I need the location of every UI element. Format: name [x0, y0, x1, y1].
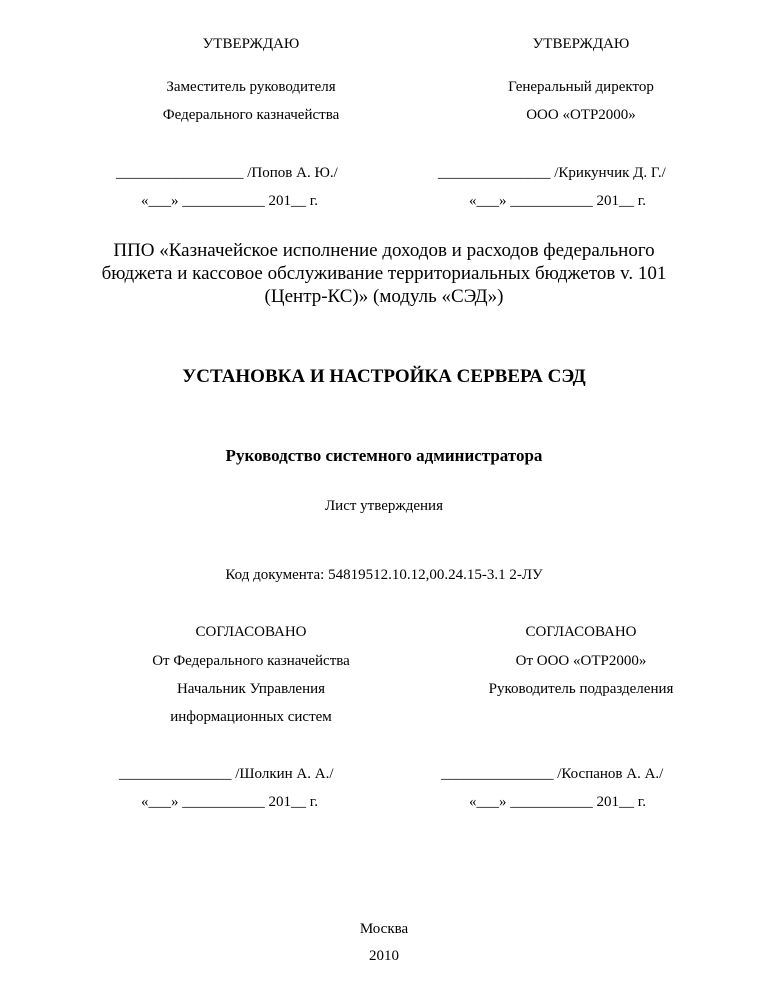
approve-right-position-line2: ООО «ОТР2000» [526, 107, 636, 123]
footer-city: Москва [359, 921, 409, 937]
document-title-line2: бюджета и кассовое обслуживание территориальных бюджетов v. 101 [101, 263, 667, 284]
main-heading: УСТАНОВКА И НАСТРОЙКА СЕРВЕРА СЭД [182, 366, 586, 387]
agree-right-date: «___» ___________ 201__ г. [469, 794, 646, 810]
document-code: Код документа: 54819512.10.12,00.24.15-3.1 2-ЛУ [225, 567, 543, 583]
document-title [54, 239, 714, 308]
sheet-label: Лист утверждения [325, 498, 443, 514]
agree-left-line3: информационных систем [170, 709, 332, 725]
agree-right-line1: От ООО «ОТР2000» [515, 653, 647, 669]
subheading: Руководство системного администратора [225, 446, 543, 465]
footer-year: 2010 [369, 948, 399, 964]
agree-left-line1: От Федерального казначейства [152, 653, 350, 669]
agree-right-signature: _______________ /Коспанов А. А./ [441, 766, 664, 782]
approve-left-position-line1: Заместитель руководителя [166, 79, 336, 95]
document-title-line3: (Центр-КС)» (модуль «СЭД») [264, 286, 504, 307]
agree-left-signature: _______________ /Шолкин А. А./ [119, 766, 334, 782]
approve-left-signature: _________________ /Попов А. Ю./ [116, 165, 338, 181]
approve-right-heading: УТВЕРЖДАЮ [532, 36, 630, 52]
approve-left-date: «___» ___________ 201__ г. [141, 193, 318, 209]
approve-right-date: «___» ___________ 201__ г. [469, 193, 646, 209]
agree-right-heading: СОГЛАСОВАНО [525, 624, 637, 640]
approve-right-signature: _______________ /Крикунчик Д. Г./ [438, 165, 666, 181]
agree-left-line2: Начальник Управления [176, 681, 326, 697]
document-title-line1: ППО «Казначейское исполнение доходов и расходов федерального [113, 240, 655, 261]
approve-left-position-line2: Федерального казначейства [162, 107, 340, 123]
agree-right-line2: Руководитель подразделения [488, 681, 674, 697]
approve-right-position-line1: Генеральный директор [508, 79, 654, 95]
agree-left-heading: СОГЛАСОВАНО [195, 624, 307, 640]
agree-left-date: «___» ___________ 201__ г. [141, 794, 318, 810]
approve-left-heading: УТВЕРЖДАЮ [202, 36, 300, 52]
